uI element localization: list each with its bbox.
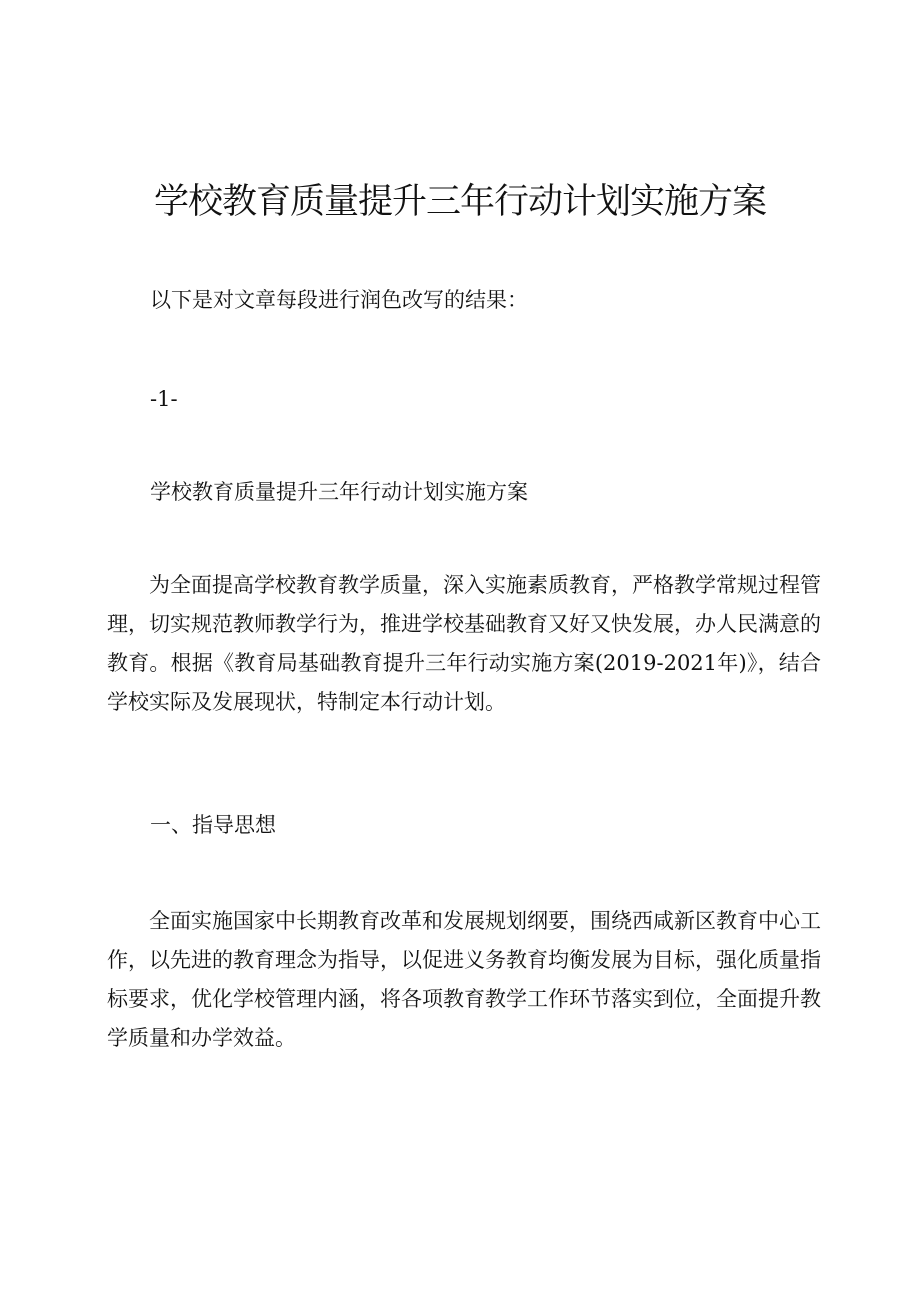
paragraph-purpose: 为全面提高学校教育教学质量，深入实施素质教育，严格教学常规过程管理，切实规范教师教学行为，推进学校基础教育又好又快发展，办人民满意的教育。根据《教育局基础教育提升三年行动实施方案(2019-2021年)》，结合学校实际及发展现状，特制定本行动计划。 bbox=[107, 573, 821, 714]
document-subtitle: 学校教育质量提升三年行动计划实施方案 bbox=[150, 480, 528, 504]
paragraph-guiding-ideology: 全面实施国家中长期教育改革和发展规划纲要，围绕西咸新区教育中心工作，以先进的教育理念为指导，以促进义务教育均衡发展为目标，强化质量指标要求，优化学校管理内涵，将各项教育教学工作环节落实到位，全面提升教学质量和办学效益。 bbox=[107, 909, 821, 1050]
page-number: -1- bbox=[150, 387, 178, 411]
document-title: 学校教育质量提升三年行动计划实施方案 bbox=[153, 182, 766, 222]
intro-text: 以下是对文章每段进行润色改写的结果： bbox=[150, 288, 528, 312]
section-heading-guiding-ideology: 一、指导思想 bbox=[150, 813, 276, 837]
